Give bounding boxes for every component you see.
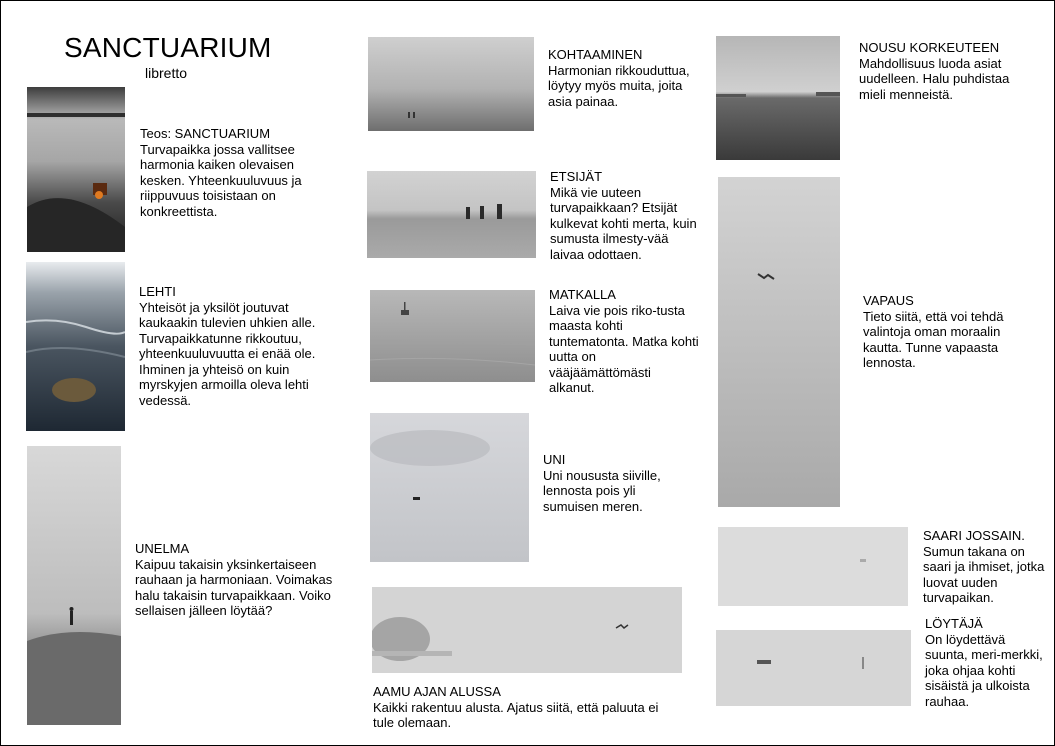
caption-aamu [373,684,683,731]
caption-text: Tieto siitä, että voi tehdä valintoja oman moraalin kautta. Tunne vapaasta lennosta. [863,308,1004,370]
page-subtitle: libretto [145,65,188,81]
caption-text: Kaipuu takaisin yksinkertaiseen rauhaan ja harmoniaan. Voimakas halu takaisin turvapaikkaan. Voiko sellaisen jälleen löytää? [135,556,333,618]
page-title: SANCTUARIUM [64,32,272,63]
caption-heading: Teos: SANCTUARIUM [140,126,271,141]
caption-nousu [859,40,1019,102]
caption-text: Mikä vie uuteen turvapaikkaan? Etsijät kulkevat kohti merta, kuin sumusta ilmesty-vää laivaa odottaen. [550,184,697,262]
caption-heading: LÖYTÄJÄ [925,616,983,631]
caption-text: Laiva vie pois riko-tusta maasta kohti tuntematonta. Matka kohti uutta on vääjäämättömästi alkanut. [549,302,699,395]
caption-heading: MATKALLA [549,287,616,302]
caption-heading: NOUSU KORKEUTEEN [859,40,1000,55]
caption-loytaja [925,616,1050,709]
caption-heading: UNI [543,452,566,467]
caption-heading: SAARI JOSSAIN. [923,528,1025,543]
photo-etsijat [367,171,536,258]
caption-lehti [139,284,339,408]
photo-saari [718,527,908,606]
caption-unelma [135,541,345,619]
photo-vapaus [718,177,840,507]
caption-heading: AAMU AJAN ALUSSA [373,684,501,699]
caption-text: Kaikki rakentuu alusta. Ajatus siitä, että paluuta ei tule olemaan. [373,699,659,730]
caption-kohtaaminen [548,47,698,109]
photo-lehti [26,262,125,431]
caption-sanctuarium [140,126,330,219]
caption-vapaus [863,293,1023,371]
caption-etsijat [550,169,700,262]
caption-heading: LEHTI [139,284,176,299]
caption-heading: KOHTAAMINEN [548,47,643,62]
caption-text: Uni noususta siiville, lennosta pois yli sumuisen meren. [543,467,661,514]
caption-text: Yhteisöt ja yksilöt joutuvat kaukaakin tulevien uhkien alle. Turvapaikkatunne rikkoutuu, yhteenkuuluvuutta ei enää ole. Ihminen ja yhteisö on kuin myrskyjen armoilla oleva lehti vedessä. [139,299,316,408]
caption-heading: UNELMA [135,541,190,556]
photo-uni [370,413,529,562]
caption-text: Harmonian rikkouduttua, löytyy myös muita, joita asia painaa. [548,62,690,109]
photo-unelma [27,446,121,725]
caption-text: Turvapaikka jossa vallitsee harmonia kaiken olevaisen kesken. Yhteenkuuluvuus ja riippuvuus toisistaan on konkreettista. [140,141,302,219]
photo-nousu [716,36,840,160]
caption-text: On löydettävä suunta, meri-merkki, joka ohjaa kohti sisäistä ja ulkoista rauhaa. [925,631,1043,709]
caption-saari [923,528,1048,606]
photo-kohtaaminen [368,37,534,131]
caption-matkalla [549,287,699,396]
caption-text: Sumun takana on saari ja ihmiset, jotka luovat uuden turvapaikan. [923,543,1045,605]
caption-text: Mahdollisuus luoda asiat uudelleen. Halu puhdistaa mieli menneistä. [859,55,1010,102]
caption-uni [543,452,693,514]
photo-aamu [372,587,682,673]
caption-heading: VAPAUS [863,293,914,308]
photo-sanctuarium [27,87,125,252]
photo-loytaja [716,630,911,706]
caption-heading: ETSIJÄT [550,169,603,184]
photo-matkalla [370,290,535,382]
